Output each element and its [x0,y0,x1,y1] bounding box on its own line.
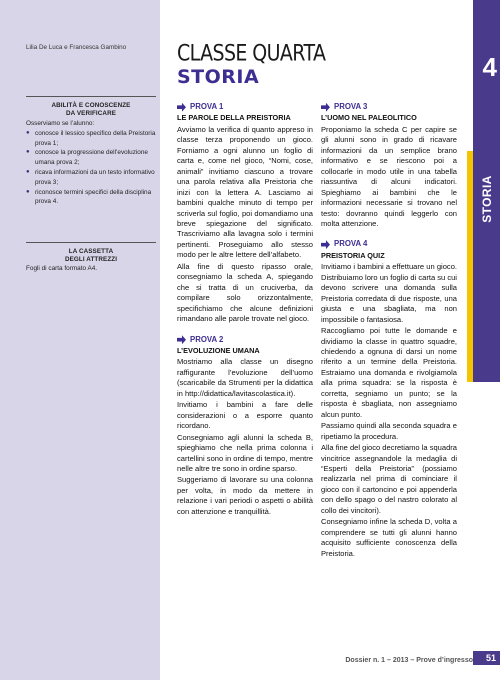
section-title: PREISTORIA QUIZ [321,250,385,260]
arrow-right-icon [177,103,186,112]
paragraph: Avviamo la verifica di quanto appreso in classe terza proponendo un gioco. Forniamo a ogni alunno un foglio di carta e, come nel gioco, “Nomi, cose, animali” invitiamo ciascuno a trovare una parola relativa alla Preistoria che inizi con la lettera A. Lasciamo ai bambini qualche minuto di tempo per scriverla sul foglio, poi domandiamo una breve spiegazione del significato. Trascriviamo alla lavagna solo i termini pertinenti. Proseguiamo allo stesso modo per le altre lettere dell’alfabeto. [177,124,313,260]
prova-label: PROVA 3 [334,102,368,111]
divider [26,96,156,97]
paragraph: Consegniamo infine la scheda D, volta a comprendere se tutti gli alunni hanno acquisito sufficiente conoscenza della Preistoria. [321,517,457,558]
skills-intro: Osserviamo se l’alunno: [26,120,95,127]
section-title: L’UOMO NEL PALEOLITICO [321,113,417,123]
paragraph: Invitiamo i bambini a effettuare un gioco. Distribuiamo loro un foglio di carta su cui devono scrivere una domanda sulla Preistoria corredata di due risposte, una giusta e una sbagliata, ma non impossibile o fantasiosa. [321,262,457,324]
chapter-number: 4 [482,52,497,82]
prova-label: PROVA 4 [334,239,368,249]
tools-box [26,242,156,274]
column-2 [321,102,457,560]
section-title: L’EVOLUZIONE UMANA [177,345,260,355]
paragraph: Invitiamo i bambini a fare delle considerazioni o a esporre quanto ricordano. [177,400,313,431]
list-item: ● ricava informazioni da un testo informativo prova 3; [26,168,156,188]
page-number: 51 [485,653,496,663]
arrow-right-icon [321,103,330,112]
tab-label: STORIA [479,175,494,223]
list-item: ● riconosce termini specifici della disciplina prova 4. [26,188,156,208]
skills-box [26,96,156,207]
footer-text: Dossier n. 1 – 2013 – Prove d’ingresso [345,657,473,664]
prova-label: PROVA 1 [190,102,224,111]
tools-title-1: LA CASSETTA [68,248,114,255]
paragraph: Suggeriamo di lavorare su una colonna per volta, in modo da mettere in relazione i vari periodi o aspetti o abilità con attenzione e tranquillità. [177,475,313,516]
tools-title-2: DEGLI ATTREZZI [64,256,118,263]
arrow-right-icon [321,240,330,249]
tools-text: Fogli di carta formato A4. [26,265,98,272]
arrow-right-icon [177,335,186,344]
paragraph: Proponiamo la scheda C per capire se gli alunni sono in grado di ricavare informazioni da un semplice brano informativo e se riescono poi a collocarle in modo utile in una tabella riassuntiva di alcuni indicatori. Spieghiamo ai bambini che le informazioni necessarie si trovano nel testo: dovranno quindi leggerlo con molta attenzione. [321,124,457,228]
skills-title-2: DA VERIFICARE [65,110,117,117]
prova-label: PROVA 2 [190,334,224,344]
column-1 [177,102,313,518]
paragraph: Alla fine di questo ripasso orale, consegniamo la scheda A, spiegando che si tratta di un cruciverba, da compilare solo orizzontalmente, specifichiamo che alcune definizioni rimandano alle parole trovate nel gioco. [177,261,313,324]
skills-list [26,129,156,207]
paragraph: Alla fine del gioco decretiamo la squadra vincitrice assegnandole la medaglia di “Esperti della Preistoria” (possiamo realizzarla nel prima di cominciare il gioco con il cartoncino e poi appenderla con dello spago o del nastro colorato al collo dei vincitori). [321,443,457,515]
paragraph: Passiamo quindi alla seconda squadra e ripetiamo la procedura. [321,421,457,441]
divider [26,242,156,243]
tab-label-wrap [473,164,500,234]
page-title: CLASSE QUARTA [177,41,326,67]
prova-3-heading [321,102,457,112]
prova-2-heading [177,335,313,345]
authors: Lilia De Luca e Francesca Gambino [26,44,127,51]
list-item: ● conosce la progressione dell’evoluzione umana prova 2; [26,148,156,168]
prova-1-heading [177,102,313,112]
skills-title-1: ABILITÀ E CONOSCENZE [51,102,131,109]
page-subtitle: STORIA [177,66,260,88]
paragraph: Raccogliamo poi tutte le domande e dividiamo la classe in quattro squadre, chiedendo a ognuna di darsi un nome riferito a un termine della Preistoria. Estraiamo una domanda e rivolgiamola alla prima squadra: se la risposta è corretta, segniamo un punto; se la risposta è sbagliata, non assegniamo alcun punto. [321,326,457,419]
paragraph: Mostriamo alla classe un disegno raffigurante l’evoluzione dell’uomo (scaricabile da Strumenti per la didattica in http://didattica/lavitascolastica.it). [177,357,313,398]
section-title: LE PAROLE DELLA PREISTORIA [177,113,291,123]
list-item: ● conosce il lessico specifico della Preistoria prova 1; [26,129,156,149]
prova-4-heading [321,239,457,249]
paragraph: Consegniamo agli alunni la scheda B, spieghiamo che nella prima colonna i cartellini sono in ordine di tempo, mentre nelle altre tre sono in ordine sparso. [177,432,313,473]
